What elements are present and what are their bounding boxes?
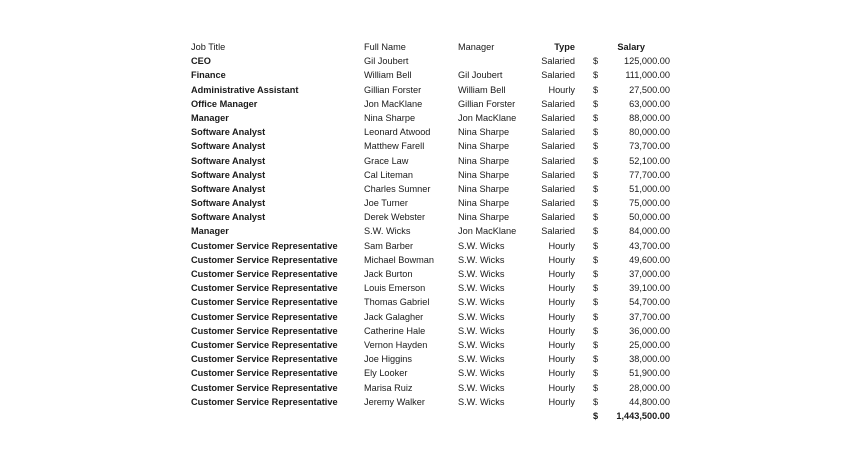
salary-cell: 75,000.00 [629,198,670,209]
salary-cell: 88,000.00 [629,112,670,123]
manager-cell: Jon MacKlane [458,226,517,237]
full-name-cell: Cal Liteman [364,169,414,180]
total-row [191,409,676,423]
currency-symbol: $ [593,240,599,251]
salary-cell: 77,700.00 [629,169,670,180]
header-manager: Manager [458,42,495,52]
job-title-cell: Customer Service Representative [191,339,338,350]
full-name-cell: Marisa Ruiz [364,382,413,393]
job-title-cell: Software Analyst [191,169,266,180]
full-name-cell: Grace Law [364,155,409,166]
job-title-cell: Software Analyst [191,212,266,223]
currency-symbol: $ [593,368,599,379]
full-name-cell: Ely Looker [364,368,408,379]
salary-cell: 80,000.00 [629,127,670,138]
job-title-cell: Customer Service Representative [191,254,338,265]
type-cell: Salaried [541,226,575,237]
salary-cell: 51,900.00 [629,368,670,379]
type-cell: Hourly [548,368,575,379]
table-row [191,168,676,182]
type-cell: Salaried [541,169,575,180]
full-name-cell: Thomas Gabriel [364,297,430,308]
table-row [191,324,676,338]
job-title-cell: Manager [191,226,229,237]
manager-cell: Gil Joubert [458,70,503,81]
manager-cell: S.W. Wicks [458,269,505,279]
job-title-cell: Software Analyst [191,127,266,138]
type-cell: Hourly [548,339,575,350]
manager-cell: William Bell [458,84,506,95]
full-name-cell: Sam Barber [364,240,414,251]
salary-cell: 84,000.00 [629,226,670,237]
table-row [191,395,676,409]
salary-cell: 37,000.00 [629,269,670,279]
salary-cell: 50,000.00 [629,212,670,223]
table-row [191,381,676,395]
currency-symbol: $ [593,297,599,308]
full-name-cell: Vernon Hayden [364,339,428,350]
manager-cell: S.W. Wicks [458,339,505,350]
full-name-cell: Catherine Hale [364,325,426,336]
currency-symbol: $ [593,254,599,265]
salary-cell: 63,000.00 [629,98,670,109]
type-cell: Salaried [541,212,575,223]
full-name-cell: Joe Turner [364,198,408,209]
salary-cell: 125,000.00 [624,56,670,67]
type-cell: Salaried [541,56,575,67]
type-cell: Hourly [548,396,575,407]
manager-cell: Nina Sharpe [458,212,510,223]
salary-cell: 54,700.00 [629,297,670,308]
full-name-cell: Matthew Farell [364,141,425,152]
manager-cell: S.W. Wicks [458,354,505,365]
table-row [191,54,676,68]
manager-cell: Nina Sharpe [458,141,510,152]
salary-cell: 38,000.00 [629,354,670,365]
type-cell: Hourly [548,84,575,95]
salary-cell: 111,000.00 [625,70,670,81]
salary-cell: 28,000.00 [629,382,670,393]
manager-cell: S.W. Wicks [458,368,505,379]
currency-symbol: $ [593,98,599,109]
table-row [191,338,676,352]
table-body [191,54,676,409]
salary-cell: 27,500.00 [629,84,670,95]
currency-symbol: $ [593,354,599,365]
table-row [191,267,676,281]
table-row [191,182,676,196]
type-cell: Hourly [548,325,575,336]
table-row [191,366,676,380]
type-cell: Hourly [548,382,575,393]
full-name-cell: William Bell [364,70,412,81]
table-row [191,352,676,366]
full-name-cell: Leonard Atwood [364,127,431,138]
type-cell: Salaried [541,198,575,209]
job-title-cell: Software Analyst [191,141,266,152]
manager-cell: Nina Sharpe [458,169,510,180]
full-name-cell: Jeremy Walker [364,396,425,407]
manager-cell: Nina Sharpe [458,155,510,166]
manager-cell: Jon MacKlane [458,112,517,123]
currency-symbol: $ [593,283,599,294]
type-cell: Hourly [548,283,575,294]
header-salary: Salary [617,42,645,52]
header-full-name: Full Name [364,42,406,52]
job-title-cell: Software Analyst [191,155,266,166]
table-row [191,224,676,238]
type-cell: Salaried [541,112,575,123]
type-cell: Salaried [541,70,575,81]
header-job-title: Job Title [191,42,226,52]
currency-symbol: $ [593,84,599,95]
job-title-cell: Manager [191,112,229,123]
full-name-cell: Derek Webster [364,212,426,223]
manager-cell: S.W. Wicks [458,382,505,393]
full-name-cell: Gillian Forster [364,84,422,95]
manager-cell: S.W. Wicks [458,283,505,294]
table-row [191,295,676,309]
currency-symbol: $ [593,155,599,166]
manager-cell: S.W. Wicks [458,325,505,336]
salary-cell: 36,000.00 [629,325,670,336]
type-cell: Salaried [541,183,575,194]
job-title-cell: Administrative Assistant [191,84,299,95]
full-name-cell: Nina Sharpe [364,112,416,123]
table-row [191,97,676,111]
salary-cell: 52,100.00 [629,155,670,166]
manager-cell: Gillian Forster [458,98,516,109]
salary-cell: 37,700.00 [629,311,670,322]
currency-symbol: $ [593,396,599,407]
currency-symbol: $ [593,112,599,123]
salary-cell: 49,600.00 [629,254,670,265]
salary-cell: 44,800.00 [629,396,670,407]
currency-symbol: $ [593,169,599,180]
table-row [191,125,676,139]
currency-symbol: $ [593,212,599,223]
table-row [191,139,676,153]
header-row [191,40,676,54]
job-title-cell: Customer Service Representative [191,269,338,279]
job-title-cell: Customer Service Representative [191,311,338,322]
type-cell: Hourly [548,269,575,279]
job-title-cell: Customer Service Representative [191,240,338,251]
full-name-cell: Gil Joubert [364,56,409,67]
total-currency-symbol: $ [593,410,599,421]
manager-cell: S.W. Wicks [458,254,505,265]
salary-cell: 51,000.00 [629,183,670,194]
full-name-cell: Michael Bowman [364,254,434,265]
job-title-cell: Office Manager [191,98,258,109]
type-cell: Salaried [541,141,575,152]
currency-symbol: $ [593,127,599,138]
currency-symbol: $ [593,339,599,350]
currency-symbol: $ [593,70,599,81]
manager-cell: Nina Sharpe [458,183,510,194]
type-cell: Salaried [541,155,575,166]
total-salary: 1,443,500.00 [616,410,670,421]
job-title-cell: Customer Service Representative [191,368,338,379]
currency-symbol: $ [593,56,599,67]
salary-cell: 39,100.00 [629,283,670,294]
job-title-cell: Customer Service Representative [191,382,338,393]
type-cell: Hourly [548,254,575,265]
manager-cell: S.W. Wicks [458,396,505,407]
job-title-cell: Customer Service Representative [191,283,338,294]
job-title-cell: Software Analyst [191,198,266,209]
salary-cell: 25,000.00 [629,339,670,350]
table-row [191,210,676,224]
full-name-cell: S.W. Wicks [364,226,411,237]
currency-symbol: $ [593,198,599,209]
currency-symbol: $ [593,269,599,279]
currency-symbol: $ [593,141,599,152]
job-title-cell: Customer Service Representative [191,297,338,308]
currency-symbol: $ [593,183,599,194]
manager-cell: S.W. Wicks [458,240,505,251]
manager-cell: Nina Sharpe [458,198,510,209]
currency-symbol: $ [593,382,599,393]
table-row [191,253,676,267]
table-row [191,83,676,97]
type-cell: Hourly [548,240,575,251]
currency-symbol: $ [593,325,599,336]
full-name-cell: Charles Sumner [364,183,431,194]
job-title-cell: Customer Service Representative [191,325,338,336]
table-row [191,154,676,168]
table-row [191,68,676,82]
job-title-cell: Customer Service Representative [191,396,338,407]
job-title-cell: CEO [191,56,211,67]
type-cell: Hourly [548,297,575,308]
table-row [191,196,676,210]
full-name-cell: Jack Burton [364,269,413,279]
table-row [191,281,676,295]
job-title-cell: Finance [191,70,226,81]
job-title-cell: Software Analyst [191,183,266,194]
type-cell: Hourly [548,311,575,322]
job-title-cell: Customer Service Representative [191,354,338,365]
salary-cell: 73,700.00 [629,141,670,152]
currency-symbol: $ [593,226,599,237]
salary-table [191,40,676,423]
full-name-cell: Jon MacKlane [364,98,423,109]
table-row [191,111,676,125]
full-name-cell: Jack Galagher [364,311,424,322]
type-cell: Salaried [541,127,575,138]
full-name-cell: Joe Higgins [364,354,413,365]
type-cell: Hourly [548,354,575,365]
currency-symbol: $ [593,311,599,322]
salary-cell: 43,700.00 [629,240,670,251]
type-cell: Salaried [541,98,575,109]
manager-cell: S.W. Wicks [458,311,505,322]
manager-cell: S.W. Wicks [458,297,505,308]
full-name-cell: Louis Emerson [364,283,426,294]
header-type: Type [554,42,575,52]
manager-cell: Nina Sharpe [458,127,510,138]
table-row [191,239,676,253]
table-row [191,310,676,324]
